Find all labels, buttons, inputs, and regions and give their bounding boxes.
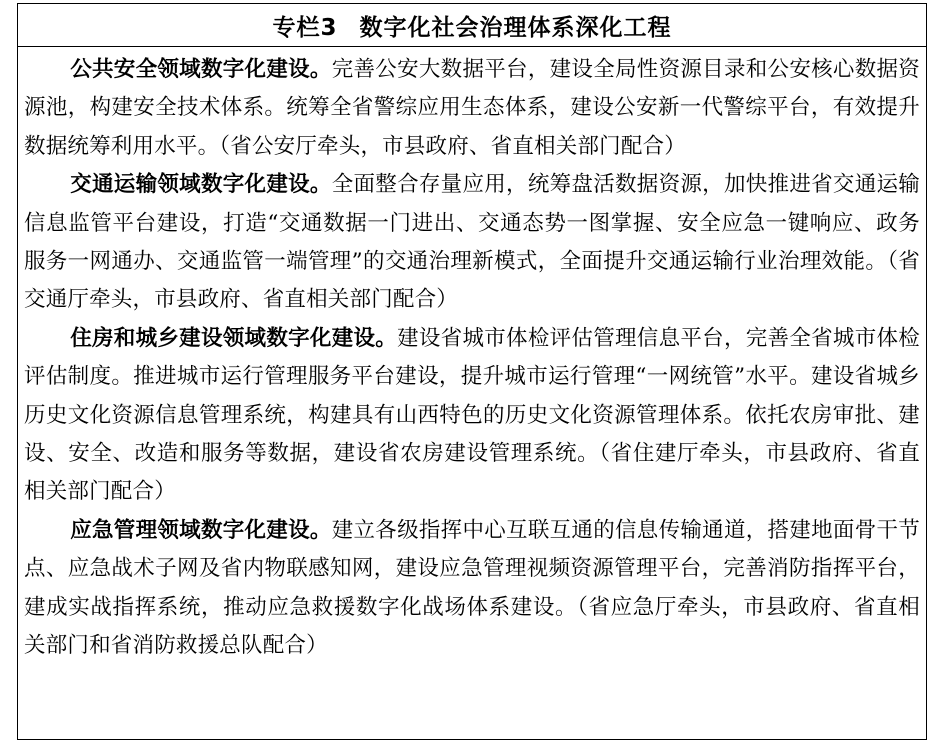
section-body: 全面整合存量应用，统筹盘活数据资源，加快推进省交通运输信息监管平台建设，打造“交通数据一门进出、交通态势一图掌握、安全应急一键响应、政务服务一网通办、交通监管一端管理”的交通治理新模式，全面提升交通运输行业治理效能。（省交通厅牵头，市县政府、省直相关部门配合） (24, 172, 920, 313)
section-body: 建立各级指挥中心互联互通的信息传输通道，搭建地面骨干节点、应急战术子网及省内物联感知网，建设应急管理视频资源管理平台，完善消防指挥平台，建成实战指挥系统，推动应急救援数字化战场体系建设。（省应急厅牵头，市县政府、省直相关部门和省消防救援总队配合） (24, 517, 920, 659)
box-content (18, 47, 926, 666)
section-emergency (24, 512, 920, 666)
section-body: 完善公安大数据平台，建设全局性资源目录和公安核心数据资源池，构建安全技术体系。统筹全省警综应用生态体系，建设公安新一代警综平台，有效提升数据统筹利用水平。（省公安厅牵头，市县政府、省直相关部门配合） (24, 57, 920, 159)
section-heading: 住房和城乡建设领域数字化建设。 (70, 325, 398, 351)
box-label: 专栏3 (272, 14, 338, 41)
section-heading: 公共安全领域数字化建设。 (70, 57, 332, 82)
section-transport (24, 166, 920, 320)
section-housing (24, 320, 920, 512)
section-heading: 应急管理领域数字化建设。 (70, 517, 332, 543)
box-title-bar (18, 4, 926, 47)
box-title: 数字化社会治理体系深化工程 (359, 14, 672, 41)
section-public-security (24, 51, 920, 166)
section-body: 建设省城市体检评估管理信息平台，完善全省城市体检评估制度。推进城市运行管理服务平台建设，提升城市运行管理“一网统管”水平。建设省城乡历史文化资源信息管理系统，构建具有山西特色的历史文化资源管理体系。依托农房审批、建设、安全、改造和服务等数据，建设省农房建设管理系统。（省住建厅牵头，市县政府、省直相关部门配合） (24, 325, 920, 505)
feature-box (17, 3, 927, 740)
section-heading: 交通运输领域数字化建设。 (70, 172, 332, 198)
